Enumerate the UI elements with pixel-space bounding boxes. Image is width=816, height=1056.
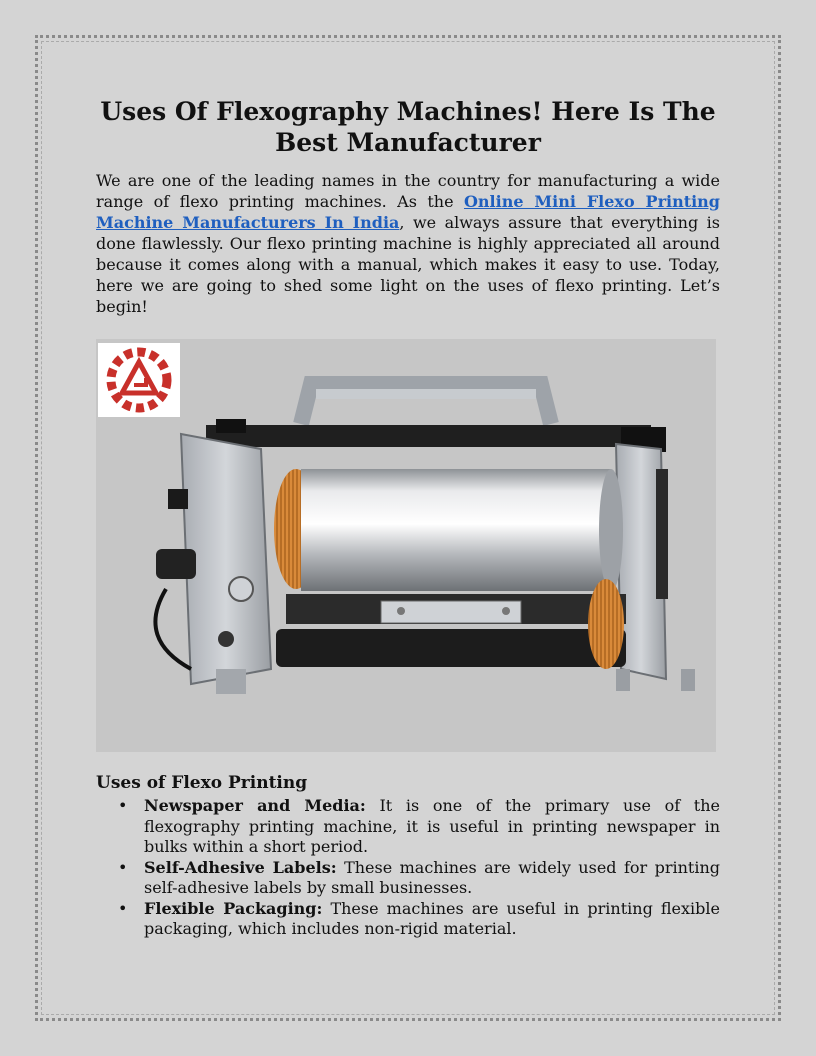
company-logo: [98, 343, 180, 417]
use-term: Self-Adhesive Labels:: [144, 857, 337, 877]
flexo-machine-image: [96, 339, 716, 752]
list-item: [144, 796, 720, 858]
intro-paragraph: [96, 170, 720, 317]
use-term: Newspaper and Media:: [144, 796, 366, 815]
gear-logo-icon: [104, 345, 174, 415]
use-description: It is one of the primary use of the flexography printing machine, it is useful in printing newspaper in bulks within a short period.: [144, 796, 720, 856]
flexo-machine-illustration: [96, 339, 716, 752]
use-description: These machines are widely used for printing self-adhesive labels by small businesses.: [144, 857, 720, 897]
use-term: Flexible Packaging:: [144, 898, 323, 918]
uses-heading: Uses of Flexo Printing: [96, 773, 308, 793]
intro-text-start: We are one of the leading names in the country for manufacturing a wide range of flexo printing machines. As the: [96, 171, 720, 211]
manufacturer-link[interactable]: Online Mini Flexo Printing Machine Manufacturers In India: [96, 192, 720, 232]
page-title: Uses Of Flexography Machines! Here Is The Best Manufacturer: [100, 97, 716, 157]
use-description: These machines are useful in printing flexible packaging, which includes non-rigid material.: [144, 898, 720, 938]
uses-list: [96, 796, 720, 940]
list-item: [144, 899, 720, 940]
list-item: [144, 858, 720, 899]
intro-text-end: , we always assure that everything is done flawlessly. Our flexo printing machine is highly appreciated all around because it comes along with a manual, which makes it easy to use. Today, here we are going to shed some light on the uses of flexo printing. Let’s begin!: [96, 213, 720, 316]
document-body: [96, 96, 720, 940]
